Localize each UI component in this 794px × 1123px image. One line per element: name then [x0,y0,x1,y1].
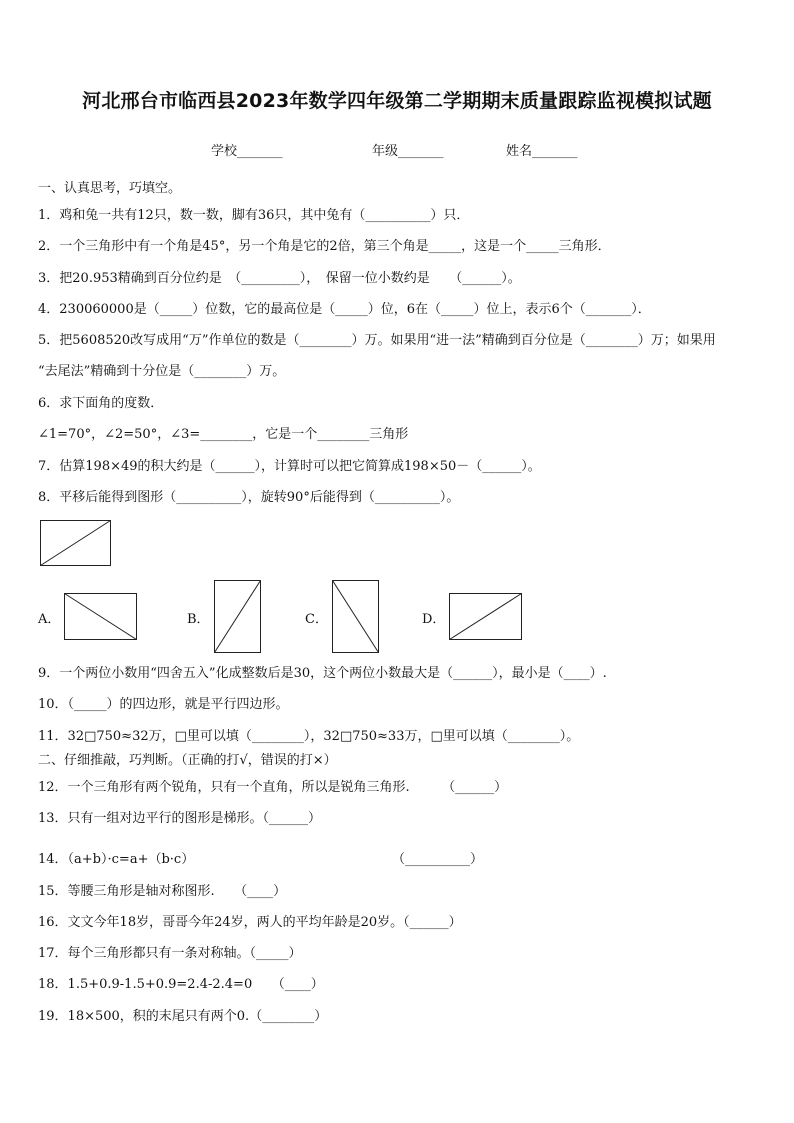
question-12: 12．一个三角形有两个锐角，只有一个直角，所以是锐角三角形. （______） [38,780,508,795]
name-field: 姓名_______ [506,144,578,159]
question-5-line-2: “去尾法”精确到十分位是（________）万。 [38,364,286,379]
option-d-diagonal [450,594,522,640]
question-9: 9．一个两位小数用“四舍五入”化成整数后是30，这个两位小数最大是（______），最小是（____）. [38,666,607,681]
question-19: 19．18×500，积的末尾只有两个0.（________） [38,1009,328,1024]
question-6-angles: ∠1=70°，∠2=50°，∠3=________，它是一个________三角形 [38,427,409,442]
question-8: 8．平移后能得到图形（__________），旋转90°后能得到（__________）。 [38,490,460,505]
question-6: 6．求下面角的度数． [38,396,164,411]
original-diagonal [41,521,111,566]
question-17: 17．每个三角形都只有一条对称轴。（_____） [38,946,302,961]
original-figure [40,520,112,568]
option-a-label: A． [38,612,61,627]
question-5-line-1: 5．把5608520改写成用“万”作单位的数是（________）万。如果用“进一法”精确到百分位是（________）万；如果用 [38,333,716,348]
question-13: 13．只有一组对边平行的图形是梯形。（______） [38,811,322,826]
question-2: 2．一个三角形中有一个角是45°，另一个角是它的2倍，第三个角是_____，这是一个_____三角形． [38,239,611,254]
option-b-figure [214,580,262,654]
option-a-diagonal [65,594,137,640]
question-7: 7．估算198×49的积大约是（______），计算时可以把它简算成198×50－（______）。 [38,459,541,474]
question-3: 3．把20.953精确到百分位约是 （_________）， 保留一位小数约是 （______）。 [38,271,521,286]
question-18: 18．1.5+0.9-1.5+0.9=2.4-2.4=0 （____） [38,977,324,992]
school-field: 学校_______ [211,144,283,159]
section-2-heading: 二、仔细推敲，巧判断。（正确的打√，错误的打×） [38,753,337,768]
question-1: 1．鸡和兔一共有12只，数一数，脚有36只，其中兔有（__________）只． [38,208,470,223]
question-4: 4．230060000是（_____）位数，它的最高位是（_____）位，6在（_____）位上，表示6个（_______）． [38,302,651,317]
question-16: 16．文文今年18岁，哥哥今年24岁，两人的平均年龄是20岁。（______） [38,915,462,930]
question-14: 14．（a+b）·c=a+（b·c） [38,852,195,867]
grade-field: 年级_______ [372,144,444,159]
question-11: 11．32□750≈32万，□里可以填（________），32□750≈33万，□里可以填（________）。 [38,729,580,744]
question-15: 15．等腰三角形是轴对称图形. （____） [38,884,287,899]
page-title: 河北邢台市临西县2023年数学四年级第二学期期末质量跟踪监视模拟试题 [82,90,712,112]
option-b-diagonal [215,581,261,653]
question-14-answer: （__________） [392,852,484,867]
question-10: 10．（_____）的四边形，就是平行四边形。 [38,697,289,712]
option-d-label: D． [422,612,446,627]
section-1-heading: 一、认真思考，巧填空。 [38,181,182,196]
option-c-diagonal [333,581,379,653]
option-c-label: C． [305,612,328,627]
option-b-label: B． [187,612,210,627]
option-c-figure [332,580,380,654]
option-a-figure [64,593,138,641]
option-d-figure [449,593,523,641]
